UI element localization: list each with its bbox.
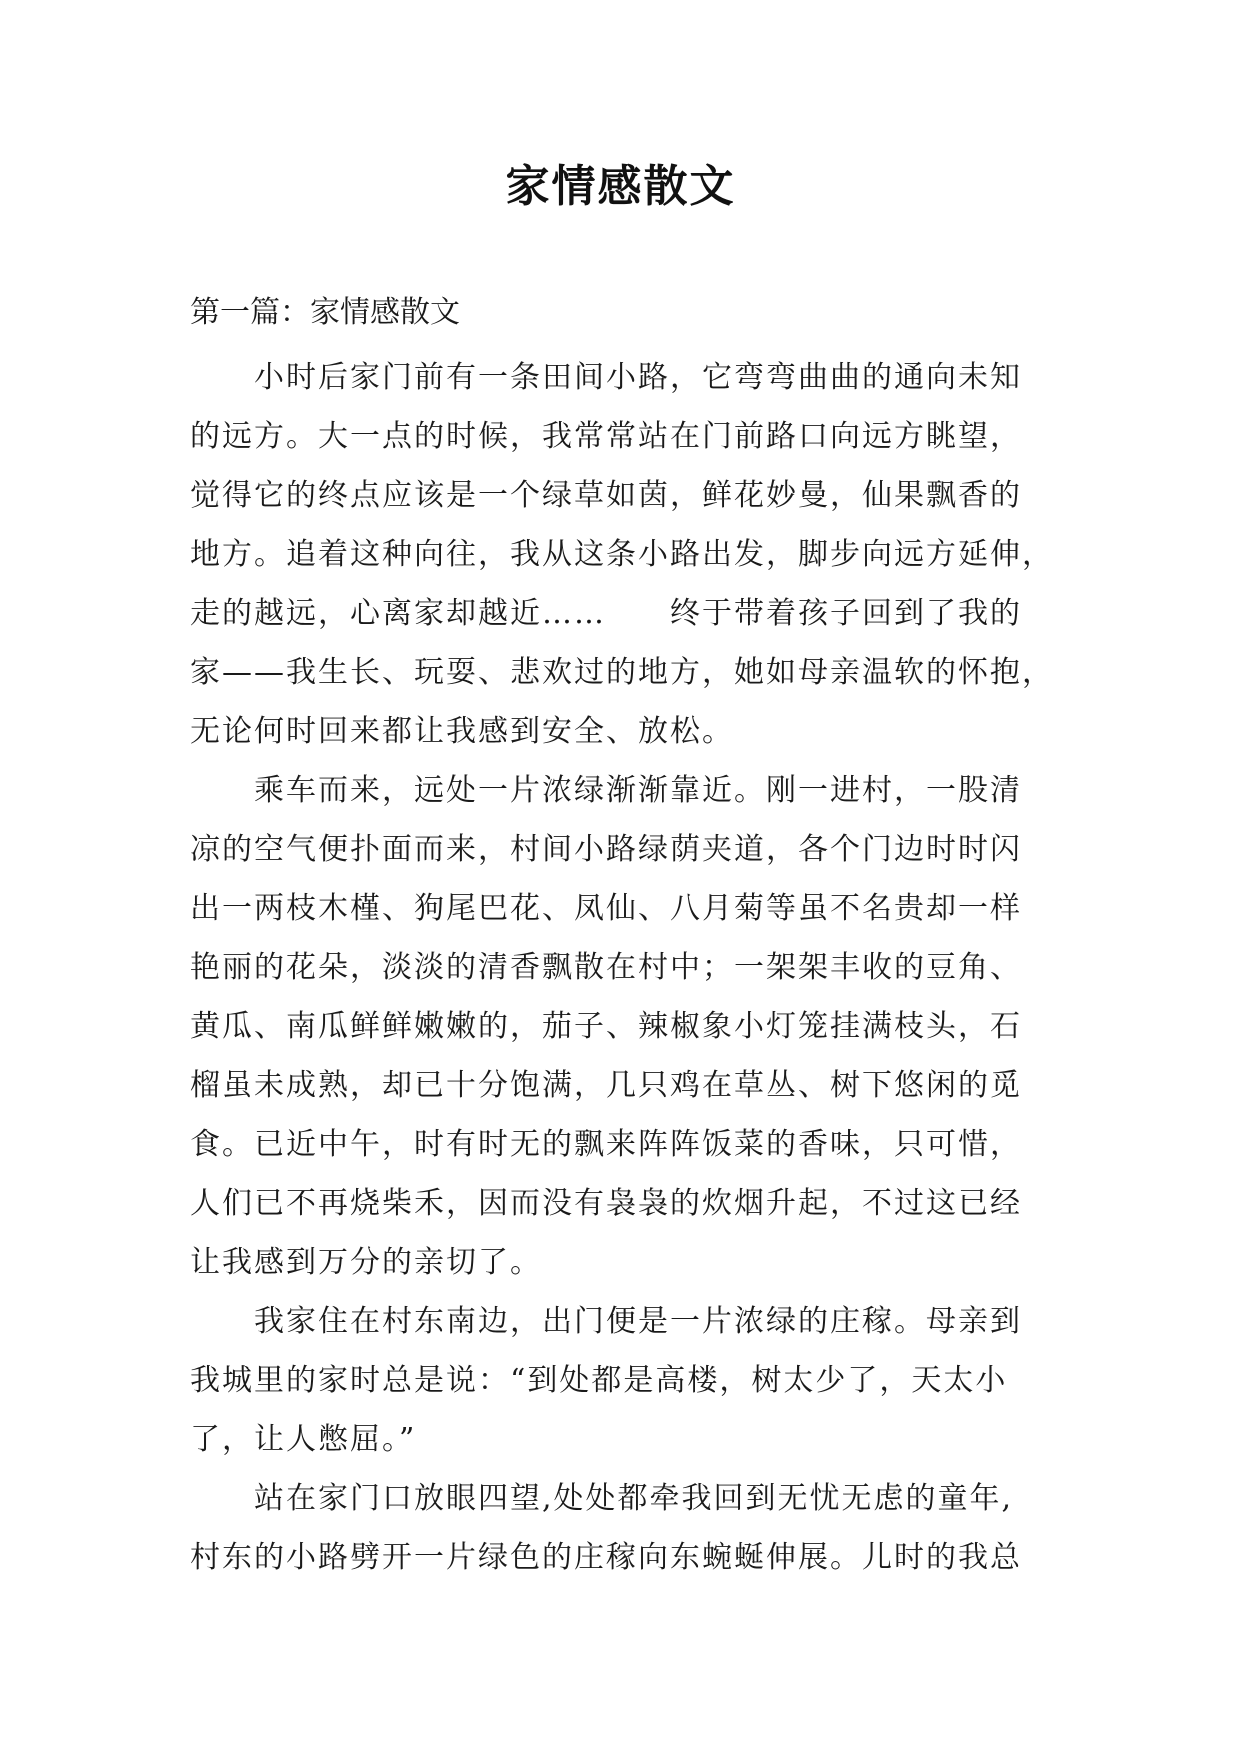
text-line: 艳丽的花朵，淡淡的清香飘散在村中；一架架丰收的豆角、	[190, 950, 1022, 985]
text-line: 凉的空气便扑面而来，村间小路绿荫夹道，各个门边时时闪	[190, 832, 1022, 867]
text-line: 我城里的家时总是说：“到处都是高楼，树太少了，天太小	[190, 1363, 1008, 1398]
text-line: 食。已近中午，时有时无的飘来阵阵饭菜的香味，只可惜，	[190, 1127, 1022, 1162]
text-line: 地方。追着这种向往，我从这条小路出发，脚步向远方延伸，	[190, 537, 1054, 572]
text-line: 小时后家门前有一条田间小路，它弯弯曲曲的通向未知	[254, 360, 1022, 395]
text-line: 乘车而来，远处一片浓绿渐渐靠近。刚一进村，一股清	[254, 773, 1022, 808]
text-line: 的远方。大一点的时候，我常常站在门前路口向远方眺望，	[190, 419, 1022, 454]
text-line: 家——我生长、玩耍、悲欢过的地方，她如母亲温软的怀抱，	[190, 655, 1054, 690]
text-line: 黄瓜、南瓜鲜鲜嫩嫩的，茄子、辣椒象小灯笼挂满枝头，石	[190, 1009, 1022, 1044]
text-line: 村东的小路劈开一片绿色的庄稼向东蜿蜒伸展。儿时的我总	[190, 1540, 1022, 1575]
paragraph-4	[190, 1469, 1055, 1587]
paragraph-2	[190, 761, 1055, 1292]
section-heading: 第一篇：家情感散文	[190, 295, 460, 330]
text-line: 出一两枝木槿、狗尾巴花、凤仙、八月菊等虽不名贵却一样	[190, 891, 1022, 926]
document-body	[190, 348, 1055, 1587]
text-line: 无论何时回来都让我感到安全、放松。	[190, 714, 734, 749]
text-line: 站在家门口放眼四望,处处都牵我回到无忧无虑的童年,	[254, 1481, 1014, 1516]
text-line: 觉得它的终点应该是一个绿草如茵，鲜花妙曼，仙果飘香的	[190, 478, 1022, 513]
text-line: 了，让人憋屈。”	[190, 1422, 417, 1457]
text-line: 人们已不再烧柴禾，因而没有袅袅的炊烟升起，不过这已经	[190, 1186, 1022, 1221]
paragraph-3	[190, 1292, 1055, 1469]
document-title: 家情感散文	[505, 161, 736, 212]
paragraph-1	[190, 348, 1055, 761]
text-line: 榴虽未成熟，却已十分饱满，几只鸡在草丛、树下悠闲的觅	[190, 1068, 1022, 1103]
text-line: 走的越远，心离家却越近…… 终于带着孩子回到了我的	[190, 596, 1022, 631]
text-line: 我家住在村东南边，出门便是一片浓绿的庄稼。母亲到	[254, 1304, 1022, 1339]
text-line: 让我感到万分的亲切了。	[190, 1245, 542, 1280]
